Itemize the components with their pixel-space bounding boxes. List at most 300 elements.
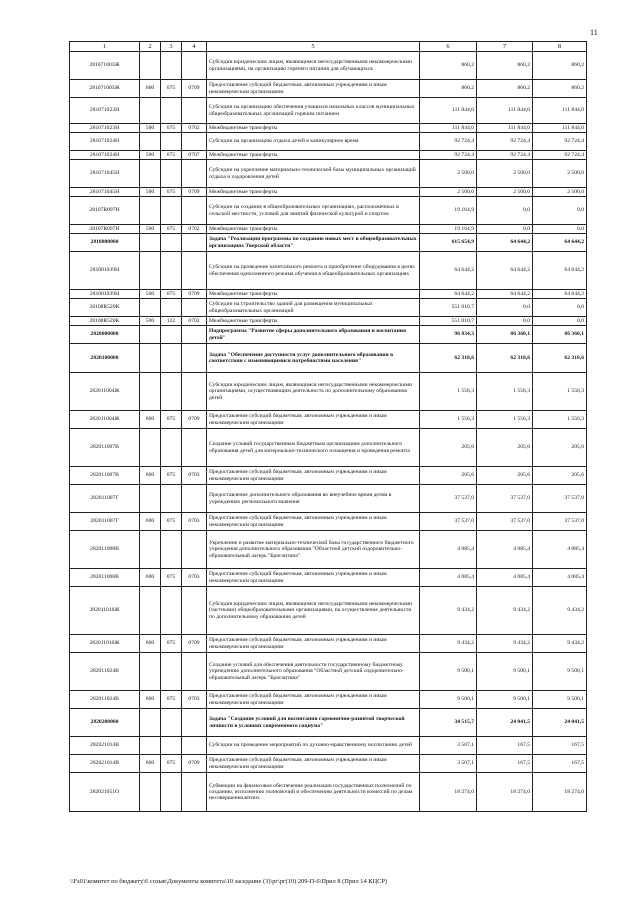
row-gr xyxy=(161,197,182,225)
row-gr: 075 xyxy=(161,290,182,299)
row-code: 2820000000 xyxy=(70,326,140,344)
row-value-2020: 64 644,2 xyxy=(477,252,533,290)
row-value-2020: 37 537,0 xyxy=(477,485,533,513)
budget-table xyxy=(69,41,587,812)
column-header: 3 xyxy=(161,42,182,52)
row-value-2020: 860,2 xyxy=(477,52,533,80)
row-value-2019: 34 515,7 xyxy=(420,709,477,737)
row-name: Субсидии на укрепление материально-технической базы муниципальных организаций отдыха и оздоровления детей xyxy=(207,160,420,188)
table-row xyxy=(70,98,587,124)
row-code: 281071003Ж xyxy=(70,80,140,98)
column-header: 5 xyxy=(207,42,420,52)
row-vr: 500 xyxy=(140,124,161,133)
row-value-2019: 92 724,4 xyxy=(420,133,477,151)
row-value-2019: 111 844,0 xyxy=(420,124,477,133)
row-value-2020: 860,2 xyxy=(477,80,533,98)
row-value-2021: 860,2 xyxy=(533,52,587,80)
row-value-2020: 0,0 xyxy=(477,317,533,326)
row-value-2019: 551 010,7 xyxy=(420,299,477,317)
row-value-2020: 1 556,3 xyxy=(477,411,533,429)
table-row xyxy=(70,429,587,467)
row-code: 281071023Н xyxy=(70,124,140,133)
row-vr: 600 xyxy=(140,635,161,653)
row-gr xyxy=(161,737,182,755)
row-value-2021: 205,6 xyxy=(533,467,587,485)
row-value-2021: 37 537,0 xyxy=(533,513,587,531)
table-row xyxy=(70,653,587,691)
row-razdel: 0709 xyxy=(182,290,207,299)
row-gr: 075 xyxy=(161,151,182,160)
row-vr xyxy=(140,326,161,344)
row-value-2020: 62 318,6 xyxy=(477,344,533,373)
row-gr xyxy=(161,773,182,812)
row-gr: 075 xyxy=(161,188,182,197)
row-vr: 600 xyxy=(140,513,161,531)
row-name: Задача "Создание условий для воспитания гармонично-развитой творческой личности в условиях современного социума" xyxy=(207,709,420,737)
row-value-2020: 2 500,0 xyxy=(477,160,533,188)
row-vr xyxy=(140,709,161,737)
row-razdel xyxy=(182,133,207,151)
row-razdel: 0709 xyxy=(182,80,207,98)
row-razdel xyxy=(182,373,207,411)
row-name: Межбюджетные трансферты xyxy=(207,124,420,133)
row-value-2019: 1 556,3 xyxy=(420,373,477,411)
column-header: 1 xyxy=(70,42,140,52)
row-razdel xyxy=(182,299,207,317)
table-row xyxy=(70,52,587,80)
row-vr: 500 xyxy=(140,225,161,234)
row-value-2019: 37 537,0 xyxy=(420,513,477,531)
row-razdel xyxy=(182,326,207,344)
row-code: 28108R520K xyxy=(70,317,140,326)
table-row xyxy=(70,467,587,485)
row-name: Межбюджетные трансферты xyxy=(207,188,420,197)
table-row xyxy=(70,755,587,773)
row-razdel xyxy=(182,485,207,513)
row-razdel: 0709 xyxy=(182,411,207,429)
row-value-2019: 9 434,2 xyxy=(420,587,477,635)
row-name: Субсидии на строительство зданий для размещения муниципальных общеобразовательных организаций xyxy=(207,299,420,317)
row-value-2019: 9 434,2 xyxy=(420,635,477,653)
table-row xyxy=(70,709,587,737)
row-value-2019: 64 644,2 xyxy=(420,252,477,290)
row-value-2019: 205,6 xyxy=(420,429,477,467)
table-row xyxy=(70,124,587,133)
row-vr xyxy=(140,234,161,252)
row-name: Субвенции на финансовое обеспечение реализации государственных полномочий по созданию, исполнению полномочий и обеспечению деятельности комиссий по делам несовершеннолетних xyxy=(207,773,420,812)
row-name: Субсидии на создание в общеобразовательных организациях, расположенных в сельской местности, условий для занятий физической культурой и спортом xyxy=(207,197,420,225)
row-code: 282011024В xyxy=(70,691,140,709)
row-name: Предоставление субсидий бюджетным, автономным учреждениям и иным некоммерческим организациям xyxy=(207,513,420,531)
row-name: Предоставление субсидий бюджетным, автономным учреждениям и иным некоммерческим организациям xyxy=(207,411,420,429)
row-vr xyxy=(140,252,161,290)
row-gr: 075 xyxy=(161,467,182,485)
row-name: Предоставление субсидий бюджетным, автономным учреждениям и иным некоммерческим организациям xyxy=(207,569,420,587)
row-gr xyxy=(161,326,182,344)
row-vr xyxy=(140,133,161,151)
row-value-2019: 205,6 xyxy=(420,467,477,485)
table-row xyxy=(70,569,587,587)
row-value-2020: 9 500,1 xyxy=(477,653,533,691)
row-code: 282011004Ж xyxy=(70,411,140,429)
row-value-2020: 167,5 xyxy=(477,755,533,773)
row-gr: 075 xyxy=(161,635,182,653)
row-vr xyxy=(140,485,161,513)
row-value-2019: 2 500,0 xyxy=(420,160,477,188)
row-gr xyxy=(161,299,182,317)
row-razdel: 0703 xyxy=(182,569,207,587)
row-gr: 075 xyxy=(161,691,182,709)
table-row xyxy=(70,151,587,160)
row-name: Межбюджетные трансферты xyxy=(207,290,420,299)
row-name: Предоставление субсидий бюджетным, автономным учреждениям и иным некоммерческим организациям xyxy=(207,755,420,773)
row-vr xyxy=(140,653,161,691)
row-gr: 075 xyxy=(161,513,182,531)
row-value-2021: 9 500,1 xyxy=(533,653,587,691)
row-razdel xyxy=(182,653,207,691)
table-row xyxy=(70,691,587,709)
row-vr xyxy=(140,773,161,812)
row-gr xyxy=(161,252,182,290)
row-value-2021: 4 085,4 xyxy=(533,531,587,569)
row-gr xyxy=(161,234,182,252)
table-row xyxy=(70,326,587,344)
row-value-2020: 205,6 xyxy=(477,429,533,467)
column-header: 7 xyxy=(477,42,533,52)
table-row xyxy=(70,225,587,234)
row-value-2021: 9 434,2 xyxy=(533,587,587,635)
row-value-2020: 37 537,0 xyxy=(477,513,533,531)
row-gr xyxy=(161,373,182,411)
row-value-2020: 9 434,2 xyxy=(477,587,533,635)
row-vr xyxy=(140,373,161,411)
row-razdel: 0703 xyxy=(182,513,207,531)
row-value-2021: 1 556,3 xyxy=(533,411,587,429)
row-value-2019: 615 654,9 xyxy=(420,234,477,252)
row-value-2019: 111 844,0 xyxy=(420,98,477,124)
row-value-2021: 1 556,3 xyxy=(533,373,587,411)
row-value-2021: 111 844,0 xyxy=(533,98,587,124)
row-code: 282011007В xyxy=(70,429,140,467)
row-value-2021: 0,0 xyxy=(533,225,587,234)
row-vr xyxy=(140,531,161,569)
row-value-2020: 92 724,4 xyxy=(477,133,533,151)
table-row xyxy=(70,188,587,197)
row-value-2019: 3 507,1 xyxy=(420,737,477,755)
row-code: 282021014В xyxy=(70,755,140,773)
row-gr xyxy=(161,653,182,691)
row-code: 281071045Н xyxy=(70,188,140,197)
table-row xyxy=(70,373,587,411)
row-vr: 600 xyxy=(140,569,161,587)
row-name: Укрепление и развитие материально-технической базы государственного бюджетного учреждения дополнительного образования "Областной детский оздоровительно-образовательный лагерь "Бригантина" xyxy=(207,531,420,569)
row-value-2020: 4 085,4 xyxy=(477,569,533,587)
row-value-2020: 24 041,5 xyxy=(477,709,533,737)
row-value-2020: 205,6 xyxy=(477,467,533,485)
row-gr xyxy=(161,160,182,188)
row-gr: 075 xyxy=(161,755,182,773)
row-vr xyxy=(140,98,161,124)
row-vr: 500 xyxy=(140,151,161,160)
row-vr: 500 xyxy=(140,188,161,197)
row-code: 282011007Г xyxy=(70,513,140,531)
row-value-2021: 62 318,6 xyxy=(533,344,587,373)
row-value-2020: 64 644,2 xyxy=(477,290,533,299)
row-razdel xyxy=(182,160,207,188)
row-value-2019: 37 537,0 xyxy=(420,485,477,513)
row-gr xyxy=(161,52,182,80)
row-code: 2820200000 xyxy=(70,709,140,737)
row-value-2019: 92 724,4 xyxy=(420,151,477,160)
row-value-2021: 167,5 xyxy=(533,737,587,755)
row-value-2021: 205,6 xyxy=(533,429,587,467)
table-row xyxy=(70,737,587,755)
row-vr xyxy=(140,299,161,317)
row-name: Субсидии на организацию отдыха детей в каникулярное время xyxy=(207,133,420,151)
row-code: 281081039Н xyxy=(70,290,140,299)
row-code: 282021014В xyxy=(70,737,140,755)
row-value-2021: 2 500,0 xyxy=(533,188,587,197)
row-gr xyxy=(161,485,182,513)
row-value-2020: 2 500,0 xyxy=(477,188,533,197)
row-value-2019: 62 318,6 xyxy=(420,344,477,373)
row-razdel: 0703 xyxy=(182,467,207,485)
row-value-2019: 18 274,0 xyxy=(420,773,477,812)
row-value-2020: 92 724,4 xyxy=(477,151,533,160)
row-value-2019: 4 085,4 xyxy=(420,531,477,569)
row-value-2019: 9 500,1 xyxy=(420,653,477,691)
row-name: Межбюджетные трансферты xyxy=(207,317,420,326)
row-code: 282011024В xyxy=(70,653,140,691)
row-razdel xyxy=(182,709,207,737)
row-value-2019: 551 010,7 xyxy=(420,317,477,326)
row-value-2019: 19 164,9 xyxy=(420,197,477,225)
row-name: Субсидии на проведение капитального ремонта и приобретение оборудования в целях обеспечения односменного режима обучения в общеобразовательных организациях xyxy=(207,252,420,290)
table-body xyxy=(70,52,587,812)
table-row xyxy=(70,773,587,812)
column-header: 4 xyxy=(182,42,207,52)
row-code: 281071024Н xyxy=(70,151,140,160)
row-code: 282011008В xyxy=(70,531,140,569)
row-vr: 500 xyxy=(140,317,161,326)
row-value-2020: 0,0 xyxy=(477,225,533,234)
row-name: Межбюджетные трансферты xyxy=(207,225,420,234)
row-value-2019: 4 085,4 xyxy=(420,569,477,587)
row-razdel xyxy=(182,234,207,252)
row-gr xyxy=(161,587,182,635)
row-name: Задача "Обеспечение доступности услуг дополнительного образования в соответствии с изменяющимися потребностями населения" xyxy=(207,344,420,373)
row-code: 281081039Н xyxy=(70,252,140,290)
row-value-2020: 9 500,1 xyxy=(477,691,533,709)
row-razdel: 0709 xyxy=(182,755,207,773)
row-value-2020: 111 844,0 xyxy=(477,98,533,124)
row-vr: 600 xyxy=(140,467,161,485)
row-vr: 600 xyxy=(140,80,161,98)
row-vr xyxy=(140,737,161,755)
row-razdel xyxy=(182,98,207,124)
row-code: 281071045Н xyxy=(70,160,140,188)
row-code: 2820100000 xyxy=(70,344,140,373)
row-vr: 500 xyxy=(140,290,161,299)
row-name: Субсидии юридическим лицам, являющимся негосударственными некоммерческими организациями, на организацию горячего питания для обучающихся xyxy=(207,52,420,80)
table-row xyxy=(70,197,587,225)
row-code: 282011010Ж xyxy=(70,587,140,635)
row-value-2021: 18 274,0 xyxy=(533,773,587,812)
column-header: 6 xyxy=(420,42,477,52)
table-row xyxy=(70,344,587,373)
table-row xyxy=(70,299,587,317)
row-razdel: 0702 xyxy=(182,124,207,133)
row-name: Субсидии юридическим лицам, являющимся негосударственными некоммерческими (частными) общеобразовательными организациями, на осуществление деятельности по дополнительному образованию детей xyxy=(207,587,420,635)
row-razdel xyxy=(182,344,207,373)
row-razdel: 0702 xyxy=(182,225,207,234)
row-value-2020: 0,0 xyxy=(477,299,533,317)
row-razdel xyxy=(182,773,207,812)
row-value-2020: 9 434,2 xyxy=(477,635,533,653)
row-vr xyxy=(140,52,161,80)
row-name: Субсидии на проведение мероприятий по духовно-нравственному воспитанию детей xyxy=(207,737,420,755)
row-value-2021: 0,0 xyxy=(533,317,587,326)
row-code: 28107R097Н xyxy=(70,225,140,234)
row-value-2021: 64 644,2 xyxy=(533,234,587,252)
row-razdel xyxy=(182,52,207,80)
row-value-2019: 3 507,1 xyxy=(420,755,477,773)
table-header-row xyxy=(70,42,587,52)
row-value-2021: 92 724,4 xyxy=(533,133,587,151)
row-value-2021: 4 085,4 xyxy=(533,569,587,587)
row-code: 281071023Н xyxy=(70,98,140,124)
row-name: Создание условий для обеспечения деятельности государственному бюджетному учреждению дополнительного образования "Областной детский оздоровительно-образовательный лагерь "Бригантина" xyxy=(207,653,420,691)
row-value-2021: 37 537,0 xyxy=(533,485,587,513)
row-vr xyxy=(140,587,161,635)
row-code: 28108R520K xyxy=(70,299,140,317)
table-row xyxy=(70,485,587,513)
row-razdel: 0702 xyxy=(182,317,207,326)
row-gr xyxy=(161,98,182,124)
row-razdel: 0703 xyxy=(182,691,207,709)
row-value-2021: 111 844,0 xyxy=(533,124,587,133)
row-code: 282011004Ж xyxy=(70,373,140,411)
row-value-2020: 0,0 xyxy=(477,197,533,225)
row-razdel xyxy=(182,197,207,225)
table-row xyxy=(70,290,587,299)
row-code: 282011007В xyxy=(70,467,140,485)
row-value-2021: 86 360,1 xyxy=(533,326,587,344)
row-value-2021: 64 644,2 xyxy=(533,252,587,290)
row-name: Предоставление субсидий бюджетным, автономным учреждениям и иным некоммерческим организациям xyxy=(207,80,420,98)
row-value-2019: 9 500,1 xyxy=(420,691,477,709)
row-value-2020: 4 085,4 xyxy=(477,531,533,569)
row-vr: 600 xyxy=(140,755,161,773)
file-path-footer: \\Fs01\комитет по бюджету\6 созыв\Документы комитета\10 заседание (3)\рг\рг(10) 209-П-6\Прил 8 (Прил 14 КЦСР) xyxy=(70,878,388,885)
row-name: Межбюджетные трансферты xyxy=(207,151,420,160)
row-gr xyxy=(161,133,182,151)
row-name: Создание условий государственным бюджетным организациям дополнительного образования детей для материально-технического оснащения и проведения ремонта xyxy=(207,429,420,467)
row-code: 282011008В xyxy=(70,569,140,587)
row-razdel: 0707 xyxy=(182,151,207,160)
row-code: 281071024Н xyxy=(70,133,140,151)
row-vr xyxy=(140,197,161,225)
row-gr: 122 xyxy=(161,317,182,326)
row-vr xyxy=(140,160,161,188)
row-name: Подпрограмма "Развитие сферы дополнительного образования и воспитания детей" xyxy=(207,326,420,344)
table-row xyxy=(70,635,587,653)
row-name: Задача "Реализация программы по созданию новых мест в общеобразовательных организациях Тверской области" xyxy=(207,234,420,252)
row-gr: 075 xyxy=(161,411,182,429)
row-code: 282021051О xyxy=(70,773,140,812)
row-value-2021: 9 500,1 xyxy=(533,691,587,709)
row-name: Предоставление дополнительного образования во внеучебное время детям в учреждениях регионального значения xyxy=(207,485,420,513)
row-name: Предоставление субсидий бюджетным, автономным учреждениям и иным некоммерческим организациям xyxy=(207,635,420,653)
row-vr: 600 xyxy=(140,411,161,429)
row-value-2019: 96 834,3 xyxy=(420,326,477,344)
row-name: Предоставление субсидий бюджетным, автономным учреждениям и иным некоммерческим организациям xyxy=(207,467,420,485)
row-razdel xyxy=(182,587,207,635)
row-value-2021: 0,0 xyxy=(533,299,587,317)
row-vr xyxy=(140,429,161,467)
row-code: 282011007Г xyxy=(70,485,140,513)
row-gr: 075 xyxy=(161,124,182,133)
table-row xyxy=(70,411,587,429)
row-gr xyxy=(161,344,182,373)
row-gr xyxy=(161,429,182,467)
row-value-2020: 86 360,1 xyxy=(477,326,533,344)
row-value-2021: 64 644,2 xyxy=(533,290,587,299)
table-row xyxy=(70,234,587,252)
row-value-2021: 9 434,2 xyxy=(533,635,587,653)
table-row xyxy=(70,317,587,326)
table-row xyxy=(70,133,587,151)
row-value-2020: 18 274,0 xyxy=(477,773,533,812)
row-name: Предоставление субсидий бюджетным, автономным учреждениям и иным некоммерческим организациям xyxy=(207,691,420,709)
row-razdel: 0709 xyxy=(182,188,207,197)
row-value-2021: 92 724,4 xyxy=(533,151,587,160)
row-gr: 075 xyxy=(161,80,182,98)
row-value-2020: 1 556,3 xyxy=(477,373,533,411)
row-razdel xyxy=(182,737,207,755)
row-value-2021: 860,2 xyxy=(533,80,587,98)
row-value-2019: 860,2 xyxy=(420,80,477,98)
row-gr xyxy=(161,531,182,569)
row-razdel xyxy=(182,429,207,467)
row-value-2021: 0,0 xyxy=(533,197,587,225)
row-gr xyxy=(161,709,182,737)
table-row xyxy=(70,513,587,531)
row-code: 28107R097Н xyxy=(70,197,140,225)
row-code: 281071003Ж xyxy=(70,52,140,80)
table-row xyxy=(70,160,587,188)
row-value-2021: 2 500,0 xyxy=(533,160,587,188)
row-code: 2810800000 xyxy=(70,234,140,252)
table-row xyxy=(70,531,587,569)
row-code: 282011010Ж xyxy=(70,635,140,653)
column-header: 8 xyxy=(533,42,587,52)
row-razdel xyxy=(182,252,207,290)
row-gr: 075 xyxy=(161,569,182,587)
page-number: 11 xyxy=(590,28,598,37)
row-value-2021: 24 041,5 xyxy=(533,709,587,737)
row-value-2020: 64 644,2 xyxy=(477,234,533,252)
row-name: Субсидии юридическим лицам, являющимся негосударственными некоммерческими организациями, осуществляющим деятельность по дополнительному образованию детей xyxy=(207,373,420,411)
table-row xyxy=(70,587,587,635)
row-value-2019: 19 164,9 xyxy=(420,225,477,234)
row-name: Субсидии на организацию обеспечения учащихся начальных классов муниципальных общеобразовательных организаций горячим питанием xyxy=(207,98,420,124)
row-gr: 075 xyxy=(161,225,182,234)
row-vr: 600 xyxy=(140,691,161,709)
row-razdel: 0709 xyxy=(182,635,207,653)
column-header: 2 xyxy=(140,42,161,52)
row-razdel xyxy=(182,531,207,569)
